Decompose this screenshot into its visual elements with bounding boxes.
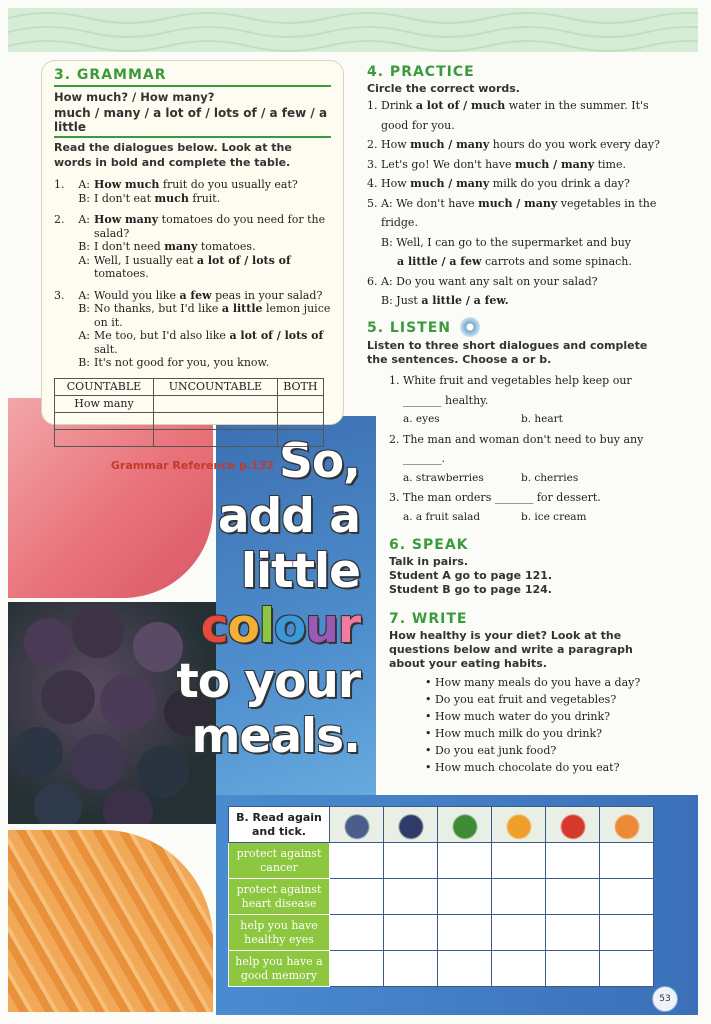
write-question: • Do you eat fruit and vegetables? [425,693,617,706]
tick-cell[interactable] [330,915,384,951]
table-row [55,429,324,446]
text-span: milk do you drink a day? [489,177,630,190]
tick-row-label: protect against heart disease [229,879,330,915]
wave-pattern [8,8,698,52]
speaker: B: [78,356,90,369]
tick-cell[interactable] [492,951,546,987]
dialogue-line [54,289,331,303]
practice-instruction: Circle the correct words. [367,82,520,95]
tick-cell[interactable] [492,915,546,951]
practice-item [367,233,667,253]
speak-section [389,537,667,597]
listen-list [389,371,667,527]
tick-cell[interactable] [600,951,654,987]
text-span: fruit do you usually eat? [159,178,298,191]
slogan-line: meals. [191,709,360,764]
bold-word: much [154,191,189,205]
text-span: hours do you work every day? [489,138,660,151]
practice-item [367,174,667,194]
tick-cell[interactable] [384,879,438,915]
dialogue [54,213,331,281]
bold-word: How much [94,178,160,191]
tick-cell[interactable] [600,843,654,879]
decorative-header-band [8,8,698,52]
grapes-icon [330,807,384,843]
divider [54,85,331,87]
table-cell [153,429,277,446]
bold-word: much / many [410,177,490,190]
text-span: lemon juice on it. [94,302,331,329]
text-span: It's not good for you, you know. [94,356,270,369]
cd-icon [460,317,480,337]
item-text: _______. [403,452,445,465]
tick-cell[interactable] [546,879,600,915]
bold-word: much / many [514,157,595,171]
tick-row [229,843,654,879]
tick-row [229,879,654,915]
oranges-icon [492,807,546,843]
dialogue-number [54,329,68,356]
dialogue-line [54,213,331,240]
tick-cell[interactable] [546,915,600,951]
speaker: B: [78,302,90,315]
table-header: UNCOUNTABLE [153,378,277,395]
practice-item [367,96,667,116]
bold-word: a lot of / much [415,99,506,112]
dialogue-number [54,240,68,254]
write-question: • Do you eat junk food? [425,744,557,757]
item-text [381,291,509,311]
item-number: 1. [367,99,378,112]
text-span: I don't eat [94,191,155,205]
tick-row [229,915,654,951]
tick-row [229,951,654,987]
tick-cell[interactable] [384,843,438,879]
item-text: The man and woman don't need to buy any [403,432,644,446]
bold-word: a lot of / lots of [196,253,291,267]
speaker: A: [78,178,90,191]
table-header: BOTH [277,378,323,395]
dialogue-line [54,178,331,192]
dialogue-text [94,302,331,329]
slogan-colour-word [168,599,360,654]
dialogue-number [54,302,68,329]
text-span: good for you. [381,118,455,132]
practice-item [367,135,667,155]
item-number: 5. [367,196,378,210]
table-cell [55,412,154,429]
colour-letter: o [274,599,306,654]
table-cell [55,429,154,446]
bold-word: a few [179,288,212,302]
listen-instruction: Listen to three short dialogues and complete the sentences. Choose a or b. [367,339,648,366]
option-a: a. a fruit salad [403,510,481,523]
text-span: water in the summer. It's [505,99,649,112]
speaker: A: [78,288,90,302]
grammar-dialogues [54,178,331,370]
dialogue-number: 2. [54,213,65,226]
item-text [381,174,630,194]
option-a: a. strawberries [403,471,484,484]
write-question: • How much water do you drink? [425,710,611,723]
table-cell [277,412,323,429]
text-span: Drink [381,99,416,112]
write-title: 7. WRITE [389,611,468,627]
bold-word: a little / a few [397,255,482,268]
item-number: 1. [389,374,400,387]
text-span: time. [594,157,626,171]
item-text: White fruit and vegetables help keep our [403,374,632,387]
tick-row-label: protect against cancer [229,843,330,879]
item-text [381,155,626,175]
bold-word: many [164,240,198,253]
text-span: B: Just [381,294,422,307]
tick-cell[interactable] [330,843,384,879]
item-number: 2. [389,432,400,446]
write-question: • How much milk do you drink? [425,727,603,740]
listen-title: 5. LISTEN [367,319,451,336]
table-cell [153,395,277,412]
right-column [367,64,667,776]
colour-letter: c [200,599,228,654]
grammar-words: much / many / a lot of / lots of / a few / a little [54,106,328,134]
text-span: I don't need [94,240,165,253]
practice-item [367,155,667,175]
tick-cell[interactable] [546,951,600,987]
tick-cell[interactable] [330,951,384,987]
tomatoes-icon [546,807,600,843]
item-text [381,116,455,136]
carrots-photo [8,830,213,1012]
practice-item [367,272,667,292]
item-text [381,96,649,116]
dialogue-text [94,213,331,240]
speak-lines [389,555,667,597]
speaker: A: [78,253,90,267]
text-span: B: Well, I can go to the supermarket and buy [381,235,631,249]
tick-cell[interactable] [438,843,492,879]
bold-word: How many [94,213,159,226]
tick-cell[interactable] [330,879,384,915]
tick-cell[interactable] [438,879,492,915]
item-number: 6. [367,274,378,288]
practice-item [367,194,667,233]
grammar-subtitle: How much? / How many? [54,90,215,104]
text-span: carrots and some spinach. [481,255,632,268]
tick-row-label: help you have healthy eyes [229,915,330,951]
bold-word: a lot of / lots of [229,329,324,342]
slogan-line: little [240,544,360,599]
dialogue-text [94,254,331,281]
dialogue-line [54,302,331,329]
practice-item [367,291,667,311]
text-span: tomatoes do you need for the salad? [94,213,326,240]
text-span: vegetables in the fridge. [381,196,657,229]
table-row [55,412,324,429]
listen-item [389,430,667,450]
dialogue-line [54,254,331,281]
practice-item [367,252,667,272]
bold-word: a little / a few. [421,294,509,307]
divider [54,136,331,138]
listen-options [389,410,667,430]
dialogue-text [94,178,298,192]
item-number [367,116,381,136]
grammar-title: 3. GRAMMAR [54,67,167,83]
text-span: tomatoes. [197,240,256,253]
item-text [381,252,632,272]
item-number [367,252,381,272]
dialogue-number [54,192,68,206]
page-number: 53 [652,986,678,1012]
text-span: Me too, but I'd also like [94,329,230,342]
listen-item [389,488,667,508]
text-span: Would you like [94,288,180,302]
listen-heading-row [367,317,667,338]
tick-cell[interactable] [438,915,492,951]
peppers-icon [438,807,492,843]
text-span: salt. [94,342,118,356]
dialogue-number: 3. [54,288,65,302]
dialogue-text [94,289,322,303]
dialogue-text [94,329,331,356]
item-number [367,291,381,311]
text-span: No thanks, but I'd like [94,302,222,315]
text-span: peas in your salad? [211,288,323,302]
item-text [381,233,631,253]
item-number: 3. [389,491,400,504]
option-b: b. heart [521,413,563,425]
bold-word: much / many [478,196,558,210]
grammar-reference: Grammar Reference p.132 [110,458,275,472]
dialogue-text [94,356,269,370]
speak-line: Talk in pairs. [389,555,469,568]
speaker: A: [78,329,90,342]
colour-letter: l [258,599,275,654]
dialogue-line [54,329,331,356]
write-questions [425,674,667,776]
tick-cell[interactable] [384,951,438,987]
practice-title: 4. PRACTICE [367,64,475,80]
listen-item-cont [389,391,667,411]
carrots-icon [600,807,654,843]
option-b: b. cherries [521,471,579,484]
colour-letter: o [227,599,259,654]
table-row [55,395,324,412]
tick-cell[interactable] [492,879,546,915]
speaker: B: [78,240,90,253]
tick-instruction: B. Read again and tick. [229,807,330,843]
colour-letter: u [305,599,338,654]
item-text [381,135,660,155]
tick-table [228,806,654,987]
item-text: The man orders _______ for dessert. [403,491,601,504]
dialogue [54,289,331,370]
speak-title: 6. SPEAK [389,537,469,553]
tick-cell[interactable] [546,843,600,879]
dialogue-number [54,356,68,370]
text-span: Let's go! We don't have [381,157,515,171]
bold-word: a little [221,302,263,315]
item-number: 3. [367,157,378,171]
dialogue-number [54,254,68,281]
colour-letter: r [337,599,360,654]
dialogue [54,178,331,205]
write-section [389,611,667,776]
tick-cell[interactable] [492,843,546,879]
dialogue-line [54,192,331,206]
slogan-line: add a [217,489,360,544]
speaker: B: [78,191,90,205]
option-a: a. eyes [403,413,440,425]
speak-line: Student A go to page 121. [389,569,553,582]
speaker: A: [78,213,90,226]
write-question: • How much chocolate do you eat? [425,761,620,774]
text-span: A: We don't have [381,196,479,210]
item-text: _______ healthy. [403,393,489,407]
write-question: • How many meals do you have a day? [425,676,641,689]
bold-word: much / many [410,138,490,151]
table-cell [277,429,323,446]
write-instruction: How healthy is your diet? Look at the questions below and write a paragraph about your eating habits. [389,629,633,670]
dialogue-line [54,240,331,254]
listen-item-cont [389,449,667,469]
tick-cell[interactable] [600,879,654,915]
item-text [381,272,598,292]
practice-list [367,96,667,311]
tick-cell[interactable] [600,915,654,951]
slogan [168,434,360,764]
grammar-section [41,60,344,472]
dialogue-text [94,192,220,206]
listen-options [389,508,667,528]
tick-cell[interactable] [438,951,492,987]
item-text [381,194,667,233]
table-cell [153,412,277,429]
text-span: How [381,138,411,151]
tick-cell[interactable] [384,915,438,951]
text-span: How [381,177,411,190]
grammar-instruction: Read the dialogues below. Look at the words in bold and complete the table. [54,141,292,169]
practice-item [367,116,667,136]
tick-row-label: help you have a good memory [229,951,330,987]
item-number: 4. [367,177,378,190]
speak-line: Student B go to page 124. [389,583,552,596]
text-span: A: Do you want any salt on your salad? [381,274,598,288]
table-cell: How many [55,395,154,412]
option-b: b. ice cream [521,510,587,523]
listen-options [389,469,667,489]
slogan-line: So, [279,434,360,489]
dialogue-text [94,240,256,254]
blueberries-icon [384,807,438,843]
text-span: Well, I usually eat [94,253,197,267]
table-cell [277,395,323,412]
dialogue-line [54,356,331,370]
grammar-table [54,378,324,447]
text-span: tomatoes. [94,267,149,280]
item-number: 2. [367,138,378,151]
table-header: COUNTABLE [55,378,154,395]
dialogue-number: 1. [54,178,65,191]
text-span: fruit. [188,191,221,205]
item-number [367,233,381,253]
slogan-line: to your [176,654,360,709]
listen-item [389,371,667,391]
